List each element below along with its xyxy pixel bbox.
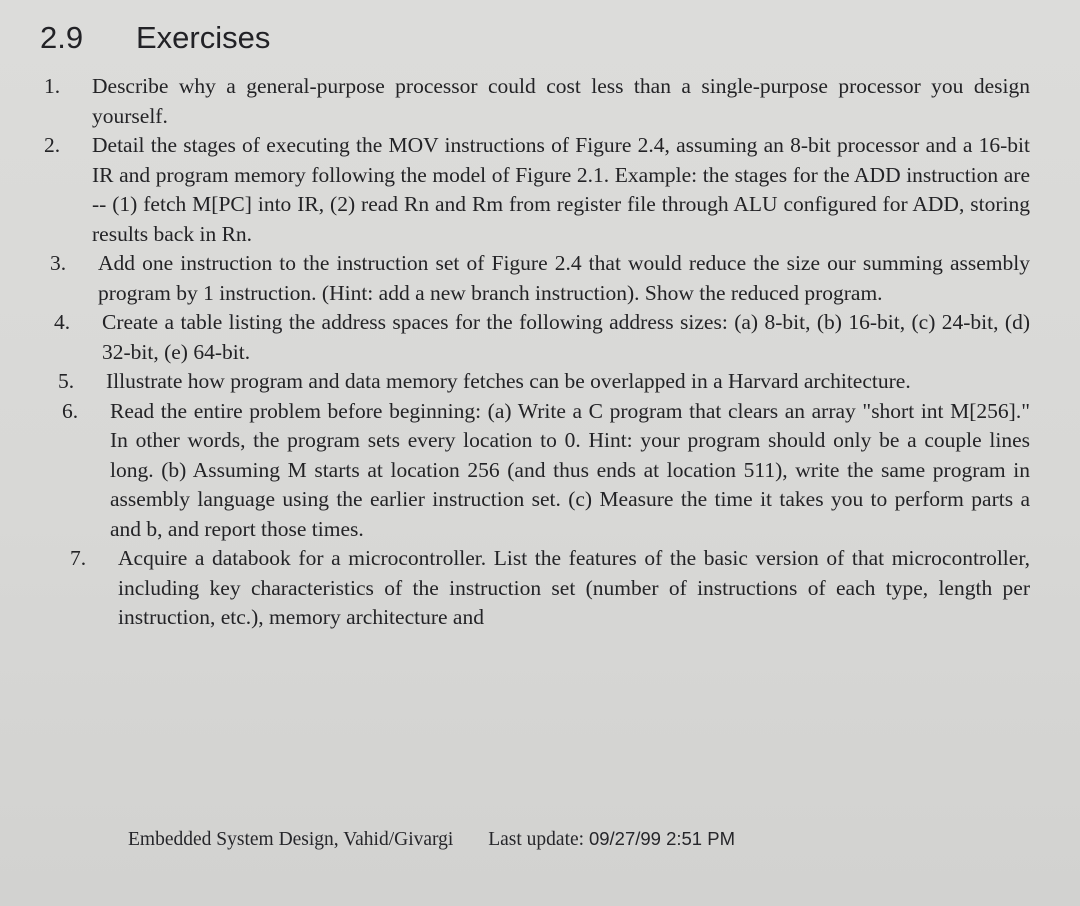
section-number: 2.9 bbox=[40, 20, 84, 55]
exercise-number: 6. bbox=[62, 398, 79, 423]
exercise-list bbox=[40, 72, 1030, 633]
footer-update-value: 09/27/99 2:51 PM bbox=[588, 828, 735, 849]
exercise-number: 1. bbox=[44, 74, 61, 98]
exercise-text: Create a table listing the address spaces for the following address sizes: (a) 8-bit, (b) 16-bit, (c) 24-bit, (d) 32-bit, (e) 64-bit. bbox=[102, 310, 1030, 364]
exercise-text: Read the entire problem before beginning: (a) Write a C program that clears an array "short int M[256]." In other words, the program sets every location to 0. Hint: your program should only be a couple lines long. (b) Assuming M starts at location 256 (and thus ends at location 511), write the same program in assembly language using the earlier instruction set. (c) Measure the time it takes you to perform parts a and b, and report those times. bbox=[110, 398, 1030, 541]
exercise-text: Add one instruction to the instruction set of Figure 2.4 that would reduce the size our summing assembly program by 1 instruction. (Hint: add a new branch instruction). Show the reduced program. bbox=[98, 251, 1030, 305]
exercise-number: 2. bbox=[44, 133, 61, 157]
exercise-item bbox=[58, 397, 1030, 545]
exercise-number: 4. bbox=[54, 310, 71, 334]
section-heading bbox=[40, 20, 270, 56]
exercise-text: Detail the stages of executing the MOV instructions of Figure 2.4, assuming an 8-bit processor and a 16-bit IR and program memory following the model of Figure 2.1. Example: the stages for the ADD instruction are -- (1) fetch M[PC] into IR, (2) read Rn and Rm from register file through ALU configured for ADD, storing results back in Rn. bbox=[92, 133, 1030, 246]
exercise-number: 5. bbox=[58, 369, 75, 393]
exercise-text: Describe why a general-purpose processor could cost less than a single-purpose processor you design yourself. bbox=[92, 74, 1030, 128]
exercise-item bbox=[50, 308, 1030, 367]
footer-credit: Embedded System Design, Vahid/Givargi bbox=[128, 829, 454, 850]
exercise-text: Illustrate how program and data memory fetches can be overlapped in a Harvard architecture. bbox=[106, 369, 911, 393]
page-footer bbox=[128, 828, 735, 851]
exercise-number: 3. bbox=[50, 251, 67, 275]
exercise-text: Acquire a databook for a microcontroller. List the features of the basic version of that microcontroller, including key characteristics of the instruction set (number of instructions of each type, length per instruction, etc.), memory architecture and bbox=[118, 546, 1030, 629]
section-title: Exercises bbox=[136, 20, 271, 55]
exercise-item bbox=[54, 367, 1030, 397]
exercise-item bbox=[40, 72, 1030, 131]
exercise-item bbox=[40, 131, 1030, 249]
footer-update-label: Last update: bbox=[488, 829, 585, 850]
exercise-number: 7. bbox=[70, 546, 87, 570]
exercise-item bbox=[46, 249, 1030, 308]
exercise-item bbox=[66, 544, 1030, 633]
